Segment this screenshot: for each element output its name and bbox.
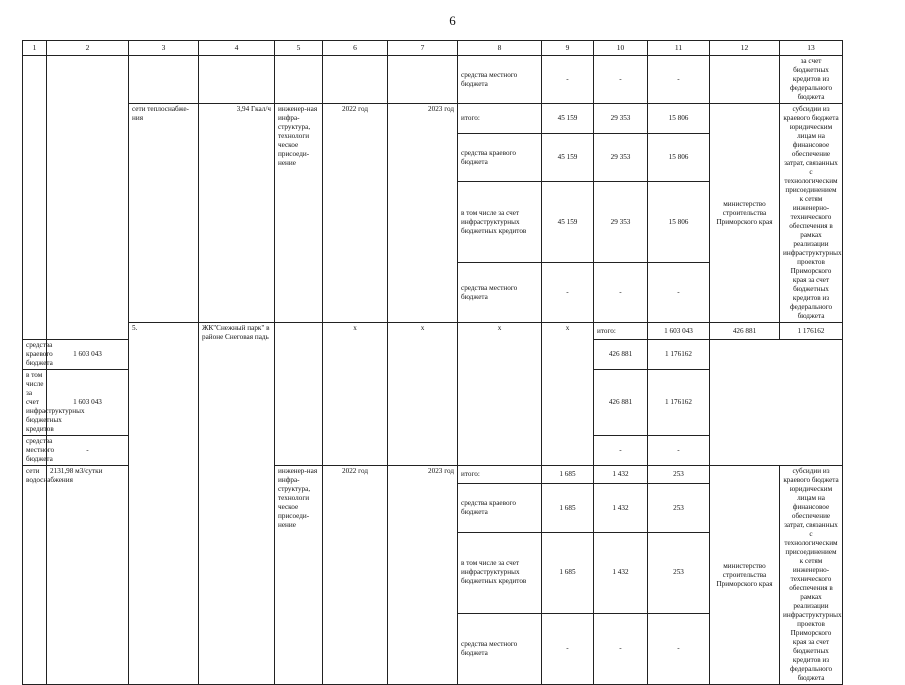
executor: министерство строительства Приморского края <box>710 104 780 323</box>
cell-empty <box>275 56 323 104</box>
header-cell: 13 <box>780 41 843 56</box>
row-label: средства краевого бюджета <box>458 484 542 532</box>
x-mark: х <box>542 323 594 466</box>
cell-empty <box>199 56 275 104</box>
value-cell: 29 353 <box>594 104 648 134</box>
value-cell: 426 881 <box>710 323 780 340</box>
value-cell: 1 432 <box>594 466 648 484</box>
row-label: итого: <box>458 466 542 484</box>
year-end: 2023 год <box>388 104 458 323</box>
capacity: 2131,98 м3/сутки <box>47 466 129 685</box>
object-name: сети водоснабжения <box>23 466 47 685</box>
cell-empty <box>129 56 199 104</box>
header-cell: 7 <box>388 41 458 56</box>
header-cell: 6 <box>323 41 388 56</box>
note-continuation: за счет бюджетных кредитов из федерального бюджета <box>780 56 843 104</box>
row-label: в том числе за счет инфраструктурных бюджетных кредитов <box>23 370 47 436</box>
header-cell: 3 <box>129 41 199 56</box>
value-cell: 1 176162 <box>648 370 710 436</box>
item-number: 5. <box>129 323 199 685</box>
header-cell: 10 <box>594 41 648 56</box>
row-label: в том числе за счет инфраструктурных бюджетных кредитов <box>458 182 542 263</box>
value-cell: 1 685 <box>542 532 594 613</box>
header-cell: 12 <box>710 41 780 56</box>
value-cell: 1 432 <box>594 532 648 613</box>
header-row <box>23 41 843 56</box>
value-cell: 1 685 <box>542 484 594 532</box>
value-cell: - <box>648 56 710 104</box>
row-label: средства краевого бюджета <box>23 340 47 370</box>
row-label: в том числе за счет инфраструктурных бюджетных кредитов <box>458 532 542 613</box>
note: субсидии из краевого бюджета юридическим лицам на финансовое обеспечение затрат, связанных с технологическим присоединением к сетям инженерно-технического обеспечения в рамках реализации инфраструктурных проектов Приморского края за счет бюджетных кредитов из федерального бюджета <box>780 466 843 685</box>
value-cell: - <box>542 263 594 323</box>
row-label: средства местного бюджета <box>23 436 47 466</box>
cell-name <box>47 56 129 340</box>
page-number: 6 <box>449 13 456 28</box>
value-cell: - <box>648 263 710 323</box>
value-cell: - <box>594 436 648 466</box>
value-cell: 253 <box>648 484 710 532</box>
header-cell: 5 <box>275 41 323 56</box>
x-mark: х <box>458 323 542 466</box>
cell-num <box>23 56 47 340</box>
row-label: средства местного бюджета <box>458 56 542 104</box>
value-cell: 45 159 <box>542 104 594 134</box>
year-end: 2023 год <box>388 466 458 685</box>
table-row <box>23 323 843 340</box>
category: инженер-ная инфра-структура, технологи ческое присоеди-нение <box>275 104 323 323</box>
x-mark: х <box>388 323 458 466</box>
header-cell: 9 <box>542 41 594 56</box>
value-cell: 1 432 <box>594 484 648 532</box>
cell-empty <box>275 323 323 466</box>
value-cell: 253 <box>648 466 710 484</box>
value-cell: 1 603 043 <box>47 370 129 436</box>
value-cell: 426 881 <box>594 340 648 370</box>
value-cell: - <box>47 436 129 466</box>
value-cell: 29 353 <box>594 133 648 181</box>
value-cell: 29 353 <box>594 182 648 263</box>
value-cell: 1 685 <box>542 466 594 484</box>
value-cell: 15 806 <box>648 133 710 181</box>
value-cell: - <box>648 436 710 466</box>
cell-empty <box>323 56 388 104</box>
cell-empty <box>388 56 458 104</box>
header-cell: 11 <box>648 41 710 56</box>
value-cell: 1 603 043 <box>47 340 129 370</box>
object-name: сети теплоснабже-ния <box>129 104 199 323</box>
value-cell: - <box>542 613 594 684</box>
value-cell: 1 176162 <box>780 323 843 340</box>
value-cell: 253 <box>648 532 710 613</box>
value-cell: 426 881 <box>594 370 648 436</box>
row-label: средства краевого бюджета <box>458 133 542 181</box>
header-cell: 2 <box>47 41 129 56</box>
executor: министерство строительства Приморского края <box>710 466 780 685</box>
value-cell: - <box>594 263 648 323</box>
row-label: средства местного бюджета <box>458 613 542 684</box>
row-label: итого: <box>594 323 648 340</box>
value-cell: - <box>542 56 594 104</box>
budget-table <box>22 40 843 685</box>
value-cell: - <box>648 613 710 684</box>
year-start: 2022 год <box>323 104 388 323</box>
row-label: итого: <box>458 104 542 134</box>
header-cell: 1 <box>23 41 47 56</box>
row-label: средства местного бюджета <box>458 263 542 323</box>
x-mark: х <box>323 323 388 466</box>
value-cell: 45 159 <box>542 182 594 263</box>
value-cell: 45 159 <box>542 133 594 181</box>
year-start: 2022 год <box>323 466 388 685</box>
table-row <box>23 56 843 104</box>
cell-empty <box>710 56 780 104</box>
item-name: ЖК"Снежный парк" в районе Снеговая падь <box>199 323 275 685</box>
table-row <box>23 104 843 134</box>
category: инженер-ная инфра-структура, технологи ческое присоеди-нение <box>275 466 323 685</box>
note: субсидии из краевого бюджета юридическим лицам на финансовое обеспечение затрат, связанных с технологическим присоединением к сетям инженерно-технического обеспечения в рамках реализации инфраструктурных проектов Приморского края за счет бюджетных кредитов из федерального бюджета <box>780 104 843 323</box>
header-cell: 8 <box>458 41 542 56</box>
value-cell: 15 806 <box>648 104 710 134</box>
value-cell: 15 806 <box>648 182 710 263</box>
value-cell: 1 603 043 <box>648 323 710 340</box>
value-cell: - <box>594 613 648 684</box>
value-cell: 1 176162 <box>648 340 710 370</box>
value-cell: - <box>594 56 648 104</box>
header-cell: 4 <box>199 41 275 56</box>
capacity: 3,94 Гкал/ч <box>199 104 275 323</box>
